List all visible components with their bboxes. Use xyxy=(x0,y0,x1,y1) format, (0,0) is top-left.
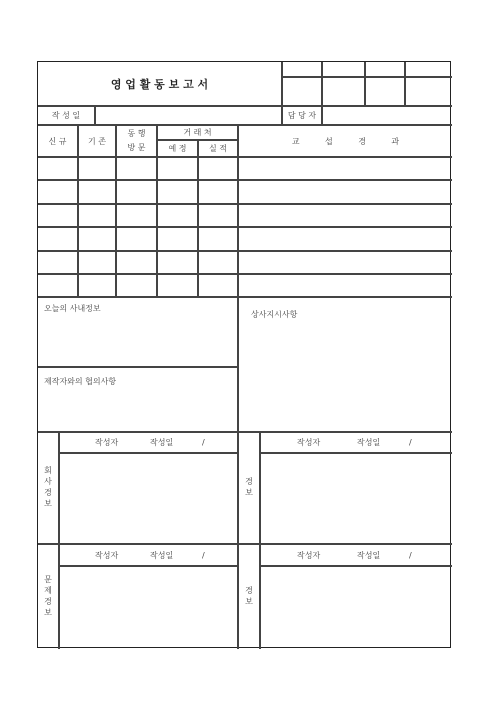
table-cell[interactable] xyxy=(238,227,452,251)
table-cell[interactable] xyxy=(78,274,116,297)
table-cell[interactable] xyxy=(116,274,157,297)
header-accompany-visit xyxy=(116,125,157,157)
approval-box-2-3[interactable] xyxy=(365,77,405,106)
supervisor-instructions-label: 상사지시사항 xyxy=(251,310,298,319)
writer-label: 작성자 xyxy=(95,438,119,447)
supervisor-instructions-box[interactable] xyxy=(238,297,452,432)
table-cell[interactable] xyxy=(198,227,238,251)
table-cell[interactable] xyxy=(157,157,198,180)
sales-report-form xyxy=(37,61,451,648)
table-cell[interactable] xyxy=(157,227,198,251)
approval-box-2-1[interactable] xyxy=(282,77,322,106)
form-title: 영 업 활 동 보 고 서 xyxy=(38,62,282,106)
internal-info-box[interactable] xyxy=(38,297,238,367)
table-cell[interactable] xyxy=(116,204,157,227)
manager-label: 담 당 자 xyxy=(282,106,322,125)
header-accompany-line2: 방 문 xyxy=(127,143,146,152)
table-cell[interactable] xyxy=(38,157,78,180)
producer-agreement-label: 제작자와의 협의사항 xyxy=(44,377,117,386)
section-header xyxy=(59,432,238,453)
writer-label: 작성자 xyxy=(95,550,119,560)
header-accompany-line1: 동 행 xyxy=(127,129,146,138)
table-cell[interactable] xyxy=(38,274,78,297)
approval-box-2-4[interactable] xyxy=(405,77,452,106)
date-slash: / xyxy=(409,550,412,560)
table-cell[interactable] xyxy=(38,180,78,204)
header-client: 거 래 처 xyxy=(157,125,238,140)
date-label: 작성일 xyxy=(150,550,174,560)
header-new: 신 규 xyxy=(38,125,78,157)
header-negotiation-result: 교 섭 경 과 xyxy=(238,125,452,157)
table-cell[interactable] xyxy=(78,204,116,227)
table-cell[interactable] xyxy=(116,227,157,251)
problem-alert-side-label: 문제경보 xyxy=(38,544,59,649)
approval-box-1-4[interactable] xyxy=(405,62,452,77)
date-slash: / xyxy=(409,438,412,447)
approval-box-1-1[interactable] xyxy=(282,62,322,77)
date-label: 작성일 xyxy=(150,438,174,447)
section-header xyxy=(260,544,452,566)
header-planned: 예 정 xyxy=(157,140,198,157)
section-content[interactable] xyxy=(59,566,238,649)
manager-field[interactable] xyxy=(322,106,452,125)
table-cell[interactable] xyxy=(238,251,452,274)
date-slash: / xyxy=(202,550,205,560)
table-cell[interactable] xyxy=(116,251,157,274)
table-cell[interactable] xyxy=(116,157,157,180)
date-slash: / xyxy=(202,438,205,447)
table-cell[interactable] xyxy=(198,204,238,227)
table-cell[interactable] xyxy=(238,274,452,297)
writer-label: 작성자 xyxy=(297,550,321,560)
table-cell[interactable] xyxy=(78,157,116,180)
table-cell[interactable] xyxy=(38,204,78,227)
section-content[interactable] xyxy=(260,566,452,649)
table-cell[interactable] xyxy=(238,180,452,204)
table-cell[interactable] xyxy=(238,157,452,180)
approval-box-1-2[interactable] xyxy=(322,62,365,77)
table-cell[interactable] xyxy=(38,251,78,274)
alert-side-label: 경보 xyxy=(238,544,260,649)
table-cell[interactable] xyxy=(78,227,116,251)
alert-side-label: 경보 xyxy=(238,432,260,544)
table-cell[interactable] xyxy=(157,204,198,227)
section-header xyxy=(59,544,238,566)
header-existing: 기 존 xyxy=(78,125,116,157)
section-content[interactable] xyxy=(260,453,452,544)
table-cell[interactable] xyxy=(198,251,238,274)
table-cell[interactable] xyxy=(78,251,116,274)
writer-label: 작성자 xyxy=(297,438,321,447)
header-actual: 실 적 xyxy=(198,140,238,157)
date-label: 작성일 xyxy=(357,438,381,447)
author-date-field[interactable] xyxy=(95,106,282,125)
table-cell[interactable] xyxy=(38,227,78,251)
table-cell[interactable] xyxy=(157,251,198,274)
producer-agreement-box[interactable] xyxy=(38,367,238,432)
table-cell[interactable] xyxy=(78,180,116,204)
table-cell[interactable] xyxy=(198,157,238,180)
table-cell[interactable] xyxy=(198,180,238,204)
company-alert-side-label: 회사경보 xyxy=(38,432,59,544)
table-body xyxy=(38,157,452,297)
approval-box-1-3[interactable] xyxy=(365,62,405,77)
internal-info-label: 오늘의 사내정보 xyxy=(44,304,101,313)
approval-box-2-2[interactable] xyxy=(322,77,365,106)
table-cell[interactable] xyxy=(116,180,157,204)
table-cell[interactable] xyxy=(157,274,198,297)
table-cell[interactable] xyxy=(157,180,198,204)
section-content[interactable] xyxy=(59,453,238,544)
table-cell[interactable] xyxy=(198,274,238,297)
section-header xyxy=(260,432,452,453)
author-date-label: 작 성 일 xyxy=(38,106,95,125)
table-cell[interactable] xyxy=(238,204,452,227)
date-label: 작성일 xyxy=(357,550,381,560)
